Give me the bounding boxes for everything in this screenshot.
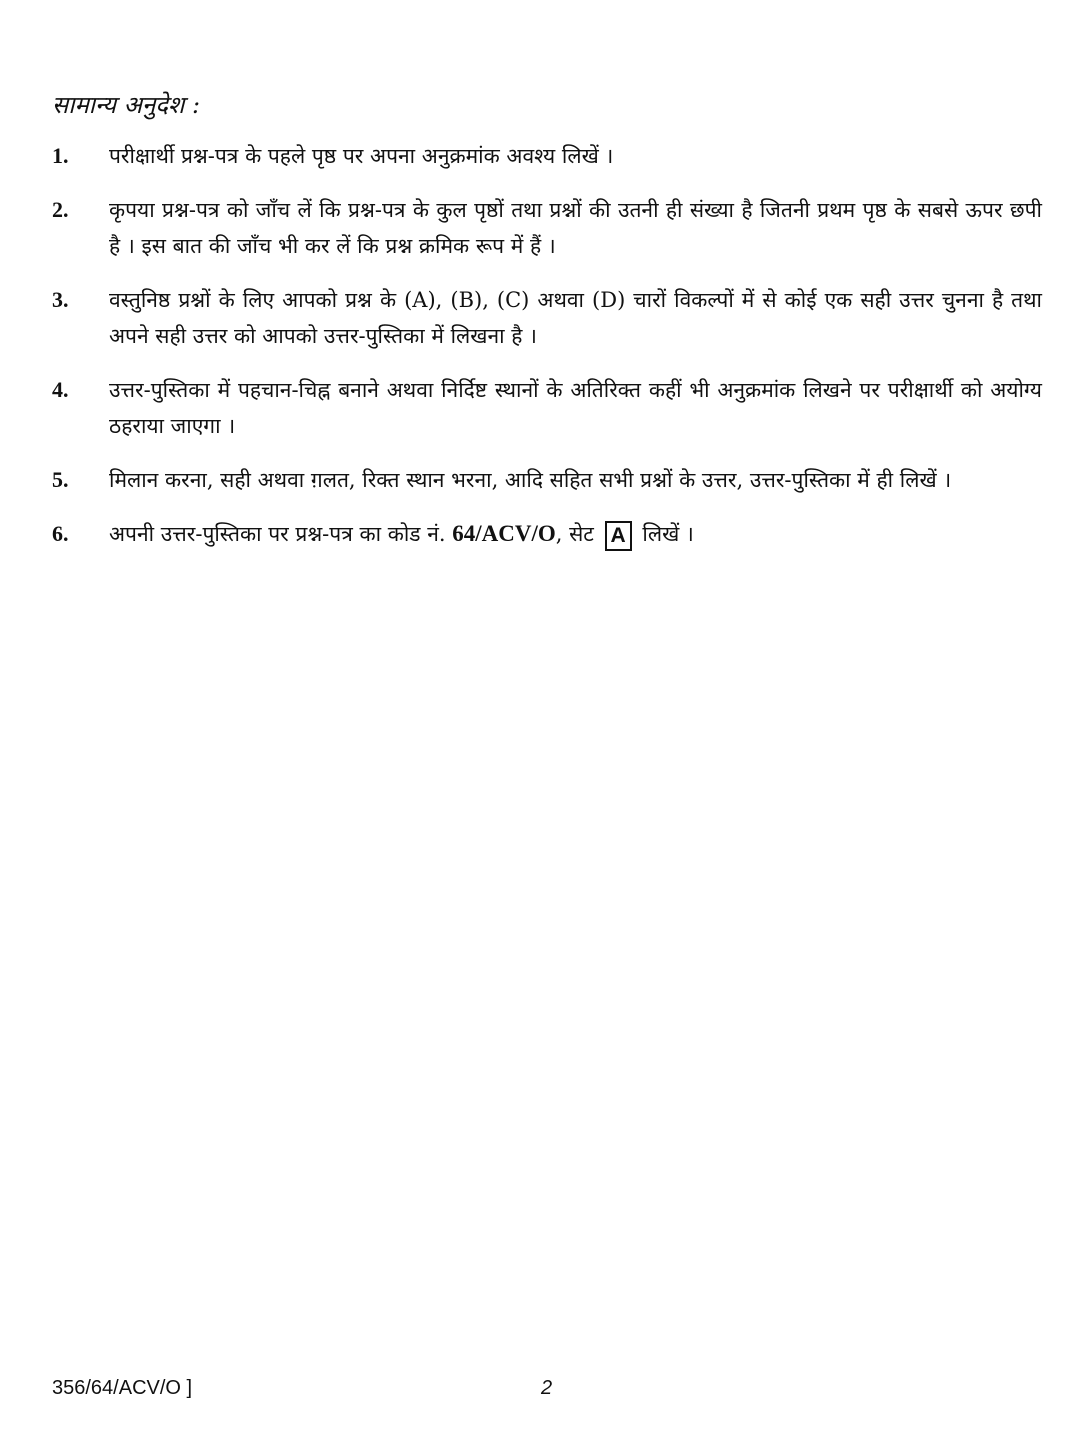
- instruction-item: [52, 138, 1042, 174]
- set-code-box: A: [605, 521, 632, 551]
- instruction-item: [52, 282, 1042, 354]
- instruction-text: [109, 516, 1042, 552]
- instruction-number: 1.: [52, 143, 69, 168]
- instruction-text-after-set: लिखें ।: [642, 522, 694, 546]
- instruction-item: [52, 372, 1042, 444]
- instruction-number: 5.: [52, 467, 69, 492]
- instruction-item: [52, 516, 1042, 552]
- instruction-text: मिलान करना, सही अथवा ग़लत, रिक्त स्थान भरना, आदि सहित सभी प्रश्नों के उत्तर, उत्तर-पुस्तिका में ही लिखें ।: [109, 468, 952, 492]
- instruction-text: कृपया प्रश्न-पत्र को जाँच लें कि प्रश्न-पत्र के कुल पृष्ठों तथा प्रश्नों की उतनी ही संख्या है जितनी प्रथम पृष्ठ के सबसे ऊपर छपी है । इस बात की जाँच भी कर लें कि प्रश्न क्रमिक रूप में हैं ।: [109, 198, 1042, 258]
- instruction-text-before-code: अपनी उत्तर-पुस्तिका पर प्रश्न-पत्र का कोड नं.: [109, 522, 446, 546]
- instruction-number: 2.: [52, 197, 69, 222]
- page-number: 2: [541, 1377, 553, 1399]
- instruction-number: 4.: [52, 377, 69, 402]
- footer-paper-code: 356/64/ACV/O ]: [52, 1377, 193, 1399]
- paper-code: 64/ACV/O: [452, 521, 556, 546]
- instructions-list: [52, 138, 1042, 570]
- instruction-text: उत्तर-पुस्तिका में पहचान-चिह्न बनाने अथवा निर्दिष्ट स्थानों के अतिरिक्त कहीं भी अनुक्रमांक लिखने पर परीक्षार्थी को अयोग्य ठहराया जाएगा ।: [109, 378, 1042, 438]
- instruction-item: [52, 462, 1042, 498]
- instruction-number: 6.: [52, 521, 69, 546]
- instruction-number: 3.: [52, 287, 69, 312]
- instruction-text: परीक्षार्थी प्रश्न-पत्र के पहले पृष्ठ पर अपना अनुक्रमांक अवश्य लिखें ।: [109, 144, 614, 168]
- instruction-item: [52, 192, 1042, 264]
- instruction-text: वस्तुनिष्ठ प्रश्नों के लिए आपको प्रश्न के (A), (B), (C) अथवा (D) चारों विकल्पों में से कोई एक सही उत्तर चुनना है तथा अपने सही उत्तर को आपको उत्तर-पुस्तिका में लिखना है ।: [109, 288, 1042, 348]
- instructions-heading: सामान्य अनुदेश :: [52, 91, 201, 119]
- instruction-text-set-label: , सेट: [555, 522, 594, 546]
